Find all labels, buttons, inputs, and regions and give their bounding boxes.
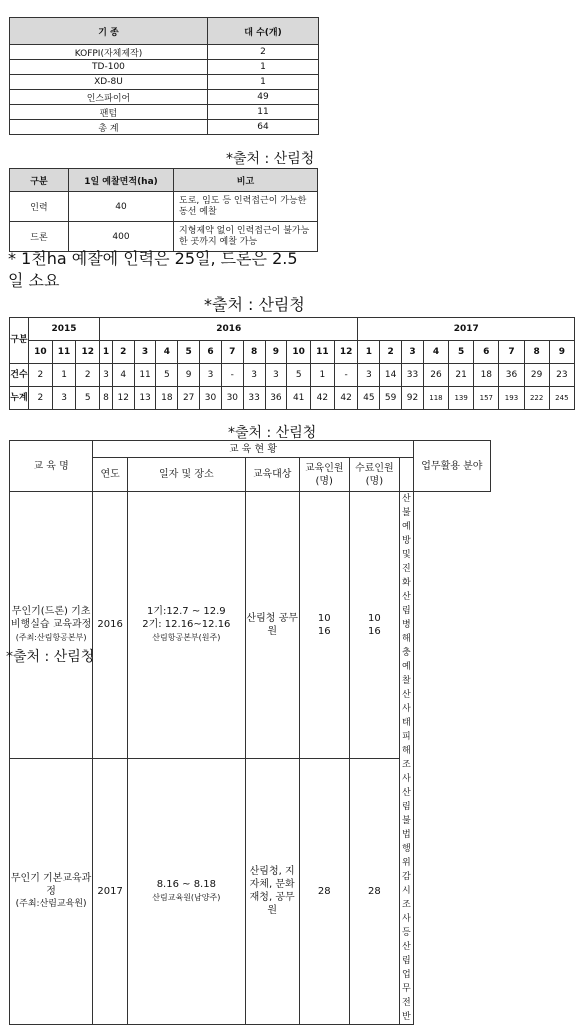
header-edu-status: 교 육 현 황 — [93, 441, 413, 458]
month-header: 11 — [52, 341, 76, 364]
cell-done: 10 16 — [349, 492, 399, 759]
year-2015: 2015 — [29, 318, 100, 341]
edu-name: 무인기 기본교육과정 — [10, 872, 92, 897]
cell-count: 28 — [299, 758, 349, 1025]
table-row — [10, 192, 318, 222]
date-line: 2기: 12.16~12.16 — [142, 619, 231, 631]
value-cell: 30 — [200, 387, 222, 410]
header-remark: 비고 — [174, 169, 318, 192]
value-cell: 33 — [402, 364, 424, 387]
value-cell: 2 — [29, 364, 53, 387]
value-cell: 2 — [76, 364, 100, 387]
cell: 64 — [207, 120, 318, 135]
header-use: 업무활용 분야 — [413, 441, 490, 492]
header-area: 1일 예찰면적(ha) — [69, 169, 174, 192]
source-note: *출처 : 산림청 — [228, 425, 317, 441]
cell-use: 산불예방 및 진화 산림병해충 예찰 산사태피해조사 산림불법행위감시 조사 등 산림업무 전반 — [399, 492, 413, 1025]
month-header: 12 — [76, 341, 100, 364]
month-header: 5 — [178, 341, 200, 364]
value-cell: 12 — [112, 387, 134, 410]
edu-organizer: (주최:산림항공본부) — [15, 633, 87, 643]
month-header: 7 — [499, 341, 524, 364]
table-row — [10, 758, 491, 1025]
header-edu-name: 교 육 명 — [10, 441, 93, 492]
value-cell: 18 — [156, 387, 178, 410]
value-cell: 139 — [449, 387, 474, 410]
value-cell: 41 — [287, 387, 311, 410]
value-cell: 8 — [100, 387, 113, 410]
cell-edu-name — [10, 492, 93, 759]
value-cell: 92 — [402, 387, 424, 410]
value-cell: 33 — [243, 387, 265, 410]
footnote: * 1천ha 예찰에 인력은 25일, 드론은 2.5일 소요 — [8, 249, 298, 290]
value-cell: 21 — [449, 364, 474, 387]
place: 산림교육원(남양주) — [152, 893, 221, 903]
value-cell: 23 — [549, 364, 574, 387]
value-cell: 2 — [29, 387, 53, 410]
date-line: 8.16 ~ 8.18 — [156, 879, 216, 891]
edu-name: 무인기(드론) 기초비행실습 교육과정 — [10, 606, 92, 631]
value-cell: 118 — [423, 387, 448, 410]
value-cell: 157 — [474, 387, 499, 410]
cell-year: 2016 — [93, 492, 128, 759]
value-cell: 36 — [265, 387, 287, 410]
header-done: 수료인원(명) — [349, 458, 399, 492]
cell: 인스파이어 — [10, 90, 208, 105]
cell-edu-name — [10, 758, 93, 1025]
value-cell: 30 — [221, 387, 243, 410]
table-row — [10, 120, 319, 135]
value-cell: 5 — [76, 387, 100, 410]
drone-model-table — [9, 17, 319, 135]
month-header: 4 — [156, 341, 178, 364]
month-header: 10 — [29, 341, 53, 364]
header-model: 기 종 — [10, 18, 208, 45]
row-label: 누계 — [10, 387, 29, 410]
cell: XD-8U — [10, 75, 208, 90]
year-2016: 2016 — [100, 318, 358, 341]
source-note: *출처 : 산림청 — [6, 649, 95, 665]
value-cell: 42 — [334, 387, 358, 410]
value-cell: 1 — [52, 364, 76, 387]
value-cell: 3 — [265, 364, 287, 387]
value-cell: 36 — [499, 364, 524, 387]
header-target: 교육대상 — [245, 458, 299, 492]
table-row — [10, 105, 319, 120]
table-row — [10, 75, 319, 90]
value-cell: 26 — [423, 364, 448, 387]
value-cell: 4 — [112, 364, 134, 387]
cell: 드론 — [10, 222, 69, 252]
month-header: 6 — [200, 341, 222, 364]
cell-done: 28 — [349, 758, 399, 1025]
value-cell: 14 — [380, 364, 402, 387]
month-header: 3 — [134, 341, 156, 364]
value-cell: 13 — [134, 387, 156, 410]
source-note: *출처 : 산림청 — [226, 151, 315, 167]
header-type: 구분 — [10, 169, 69, 192]
value-cell: 9 — [178, 364, 200, 387]
value-cell: 45 — [358, 387, 380, 410]
table-row — [10, 492, 491, 759]
source-note: *출처 : 산림청 — [204, 295, 305, 314]
cell: 도로, 임도 등 인력접근이 가능한 동선 예찰 — [174, 192, 318, 222]
cell: 1 — [207, 75, 318, 90]
place: 산림항공본부(원주) — [152, 633, 221, 643]
value-cell: 11 — [134, 364, 156, 387]
cell: KOFPI(자체제작) — [10, 45, 208, 60]
month-header: 1 — [100, 341, 113, 364]
monthly-count-table — [9, 317, 575, 410]
value-cell: 42 — [311, 387, 335, 410]
month-header: 4 — [423, 341, 448, 364]
cell: 400 — [69, 222, 174, 252]
cell-year: 2017 — [93, 758, 128, 1025]
month-header: 8 — [524, 341, 549, 364]
month-header: 12 — [334, 341, 358, 364]
value-cell: 3 — [100, 364, 113, 387]
cell: 팬텀 — [10, 105, 208, 120]
value-cell: - — [334, 364, 358, 387]
cell: 11 — [207, 105, 318, 120]
value-cell: 193 — [499, 387, 524, 410]
header-count: 대 수(개) — [207, 18, 318, 45]
month-header: 2 — [380, 341, 402, 364]
month-header: 8 — [243, 341, 265, 364]
value-cell: 5 — [156, 364, 178, 387]
month-header: 2 — [112, 341, 134, 364]
edu-organizer: (주최:산림교육원) — [15, 898, 87, 909]
cell: 인력 — [10, 192, 69, 222]
cell: 49 — [207, 90, 318, 105]
value-cell: 3 — [243, 364, 265, 387]
cell: TD-100 — [10, 60, 208, 75]
value-cell: 5 — [287, 364, 311, 387]
cell: 지형제약 없이 인력접근이 불가능한 곳까지 예찰 가능 — [174, 222, 318, 252]
value-cell: 3 — [52, 387, 76, 410]
header-count: 교육인원(명) — [299, 458, 349, 492]
value-cell: 59 — [380, 387, 402, 410]
cell-count: 10 16 — [299, 492, 349, 759]
table-row — [10, 222, 318, 252]
month-header: 6 — [474, 341, 499, 364]
table-row — [10, 45, 319, 60]
month-header: 7 — [221, 341, 243, 364]
value-cell: - — [221, 364, 243, 387]
value-cell: 3 — [200, 364, 222, 387]
month-header: 11 — [311, 341, 335, 364]
value-cell: 1 — [311, 364, 335, 387]
month-header: 5 — [449, 341, 474, 364]
year-2017: 2017 — [358, 318, 575, 341]
header-date-place: 일자 및 장소 — [128, 458, 246, 492]
cell-date-place — [128, 492, 246, 759]
value-cell: 245 — [549, 387, 574, 410]
month-header: 10 — [287, 341, 311, 364]
cell: 2 — [207, 45, 318, 60]
cell: 40 — [69, 192, 174, 222]
cell: 총 계 — [10, 120, 208, 135]
value-cell: 29 — [524, 364, 549, 387]
date-line: 1기:12.7 ~ 12.9 — [147, 606, 226, 618]
survey-area-table — [9, 168, 318, 252]
cell-target: 산림청 공무원 — [245, 492, 299, 759]
cell-target: 산림청, 지자체, 문화재청, 공무원 — [245, 758, 299, 1025]
month-header: 1 — [358, 341, 380, 364]
value-cell: 27 — [178, 387, 200, 410]
table-row — [10, 90, 319, 105]
cell: 1 — [207, 60, 318, 75]
table-row — [10, 60, 319, 75]
value-cell: 3 — [358, 364, 380, 387]
corner-label: 구분 — [10, 318, 29, 364]
value-cell: 222 — [524, 387, 549, 410]
header-year: 연도 — [93, 458, 128, 492]
cell-date-place — [128, 758, 246, 1025]
month-header: 3 — [402, 341, 424, 364]
education-table — [9, 440, 491, 1025]
value-cell: 18 — [474, 364, 499, 387]
month-header: 9 — [549, 341, 574, 364]
month-header: 9 — [265, 341, 287, 364]
row-label: 건수 — [10, 364, 29, 387]
